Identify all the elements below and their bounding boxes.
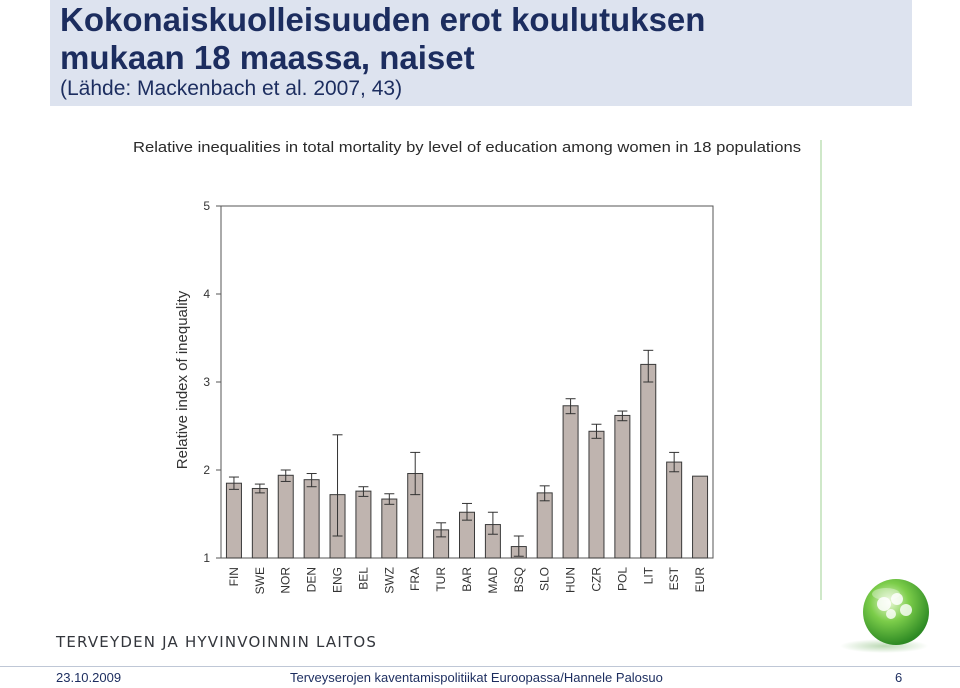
chart-title: Relative inequalities in total mortality by level of education among women in 18 populations: [133, 139, 801, 156]
x-tick-label: TUR: [434, 567, 449, 592]
y-tick-label: 2: [203, 463, 210, 477]
bar: [615, 415, 630, 558]
footer-date: 23.10.2009: [56, 670, 122, 685]
y-tick-label: 1: [203, 551, 210, 565]
x-tick-label: DEN: [304, 567, 319, 593]
x-tick-label: BSQ: [511, 567, 526, 593]
bar: [641, 364, 656, 558]
x-tick-label: SWE: [252, 567, 267, 595]
source-citation: (Lähde: Mackenbach et al. 2007, 43): [60, 77, 403, 100]
x-tick-label: CZR: [589, 567, 604, 592]
bar: [563, 406, 578, 558]
slide-title-line-2: mukaan 18 maassa, naiset: [60, 39, 475, 76]
bar: [252, 488, 267, 558]
y-tick-label: 4: [203, 287, 210, 301]
x-tick-label: FIN: [226, 567, 241, 587]
x-tick-label: SWZ: [382, 567, 397, 594]
x-tick-label: NOR: [278, 567, 293, 594]
bar: [304, 480, 319, 558]
bar: [278, 475, 293, 558]
x-tick-label: LIT: [641, 567, 656, 585]
x-tick-label: BAR: [460, 567, 474, 592]
x-tick-label: EST: [667, 567, 682, 591]
bar: [537, 493, 552, 558]
x-tick-label: HUN: [563, 567, 578, 593]
y-axis-label: Relative index of inequality: [174, 290, 191, 470]
y-tick-label: 3: [203, 375, 210, 389]
x-tick-label: SLO: [537, 567, 552, 592]
thl-globe-logo-icon: [836, 572, 946, 656]
bar: [667, 462, 682, 558]
organization-name: TERVEYDEN JA HYVINVOINNIN LAITOS: [56, 633, 378, 651]
x-tick-label: EUR: [693, 567, 708, 593]
page-number: 6: [895, 670, 903, 685]
x-tick-label: MAD: [485, 567, 500, 594]
bar: [382, 499, 397, 558]
slide-divider: [820, 140, 822, 600]
bar: [226, 483, 241, 558]
bar: [589, 431, 604, 558]
x-tick-label: ENG: [330, 567, 345, 594]
bar: [356, 491, 371, 558]
x-tick-label: POL: [615, 567, 630, 592]
y-tick-label: 5: [203, 199, 210, 213]
slide-title-line-1: Kokonaiskuolleisuuden erot koulutuksen: [60, 1, 706, 38]
x-tick-label: BEL: [356, 567, 371, 590]
bar: [693, 476, 708, 558]
footer-text: Terveyserojen kaventamispolitiikat Euroopassa/Hannele Palosuo: [290, 670, 663, 685]
x-tick-label: FRA: [408, 567, 423, 591]
